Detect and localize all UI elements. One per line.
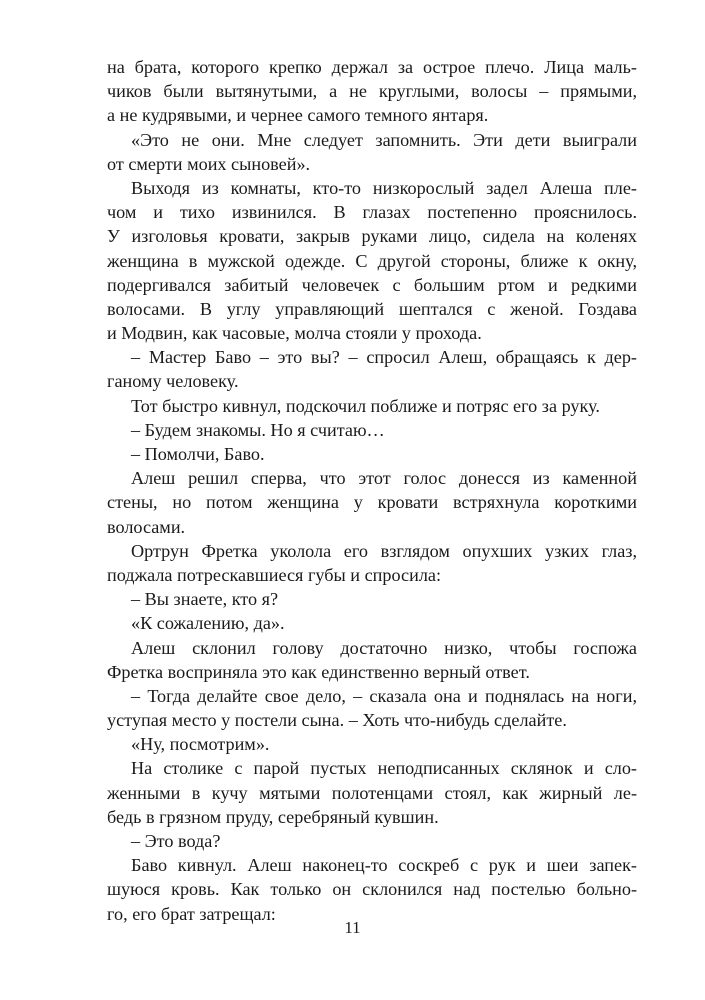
text-line: «Ну, посмотрим». bbox=[131, 734, 270, 755]
body-text bbox=[107, 55, 637, 926]
text-line: ганому человеку. bbox=[107, 371, 239, 392]
text-line: Выходя из комнаты, кто-то низкорослый задел Алеша пле- bbox=[131, 177, 637, 198]
text-line: шуюся кровь. Как только он склонился над постелью больно- bbox=[107, 879, 637, 900]
text-line: женщина в мужской одежде. С другой стороны, ближе к окну, bbox=[107, 250, 637, 271]
text-line: стены, но потом женщина у кровати встряхнула короткими bbox=[107, 492, 637, 513]
text-line: – Будем знакомы. Но я считаю… bbox=[131, 419, 385, 440]
text-line: волосами. bbox=[107, 516, 186, 537]
text-line: поджала потрескавшиеся губы и спросила: bbox=[107, 564, 442, 585]
text-line: Алеш склонил голову достаточно низко, чтобы госпожа bbox=[131, 637, 637, 658]
text-line: и Модвин, как часовые, молча стояли у прохода. bbox=[107, 323, 482, 344]
page-number: 11 bbox=[344, 918, 361, 937]
text-line: а не кудрявыми, и чернее самого темного янтаря. bbox=[107, 105, 489, 126]
text-line: чом и тихо извинился. В глазах постепенно прояснилось. bbox=[107, 202, 637, 223]
text-line: Тот быстро кивнул, подскочил поближе и потряс его за руку. bbox=[131, 395, 600, 416]
text-line: Алеш решил сперва, что этот голос донесся из каменной bbox=[131, 468, 637, 489]
text-line: У изголовья кровати, закрыв руками лицо, сидела на коленях bbox=[107, 226, 637, 247]
text-line: – Это вода? bbox=[131, 831, 221, 851]
text-line: волосами. В углу управляющий шептался с женой. Гоздава bbox=[107, 298, 637, 319]
text-line: – Помолчи, Баво. bbox=[131, 444, 265, 464]
text-line: бедь в грязном пруду, серебряный кувшин. bbox=[107, 806, 439, 827]
text-line: на брата, которого крепко держал за острое плечо. Лица маль- bbox=[107, 57, 637, 77]
text-line: чиков были вытянутыми, а не круглыми, волосы – прямыми, bbox=[107, 81, 637, 102]
text-line: Баво кивнул. Алеш наконец-то соскреб с рук и шеи запек- bbox=[131, 855, 637, 876]
text-line: – Тогда делайте свое дело, – сказала она и поднялась на ноги, bbox=[131, 685, 637, 706]
text-line: Ортрун Фретка уколола его взглядом опухших узких глаз, bbox=[131, 540, 637, 561]
text-line: – Мастер Баво – это вы? – спросил Алеш, обращаясь к дер- bbox=[131, 347, 637, 368]
text-line: от смерти моих сыновей». bbox=[107, 153, 311, 174]
text-line: го, его брат затрещал: bbox=[107, 903, 276, 924]
text-line: – Вы знаете, кто я? bbox=[131, 589, 279, 610]
text-line: «Это не они. Мне следует запомнить. Эти дети выиграли bbox=[131, 129, 637, 150]
text-line: Фретка восприняла это как единственно верный ответ. bbox=[107, 661, 530, 682]
text-line: женными в кучу мятыми полотенцами стоял, как жирный ле- bbox=[107, 782, 637, 803]
text-line: подергивался забитый человечек с большим ртом и редкими bbox=[107, 274, 637, 295]
text-line: уступая место у постели сына. – Хоть что-нибудь сделайте. bbox=[107, 710, 567, 731]
text-line: На столике с парой пустых неподписанных склянок и сло- bbox=[131, 758, 637, 779]
text-line: «К сожалению, да». bbox=[131, 613, 285, 634]
